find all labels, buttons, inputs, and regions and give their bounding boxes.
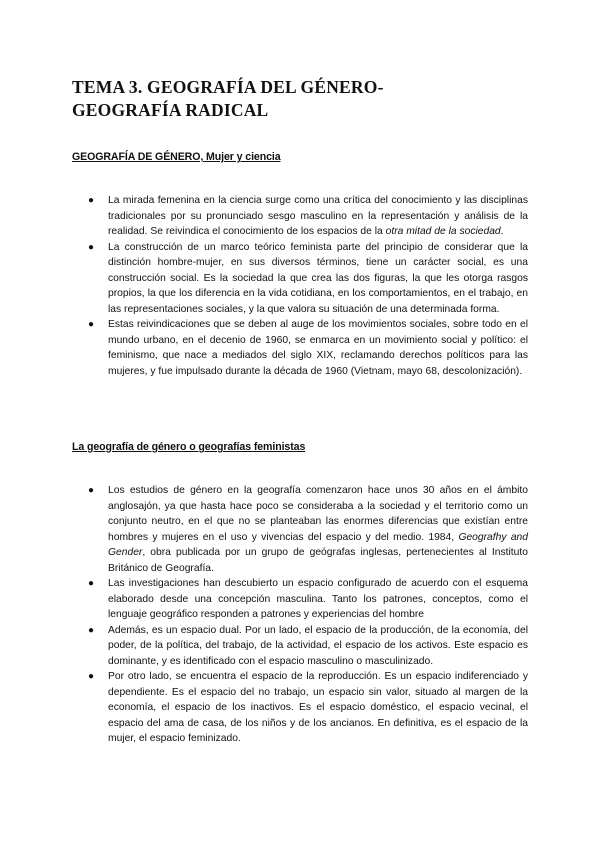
list-item-text: La construcción de un marco teórico feminista parte del principio de considerar que la distinción hombre-mujer, en sus diversos términos, tiene un carácter social, es una construcción social. Es la sociedad la que crea las dos figuras, la que les otorga rasgos propios, la que los diferencia en la vida cotidiana, en los comportamientos, en el trabajo, en las representaciones sociales, y la que valora su situación de una determinada forma. <box>108 241 528 315</box>
bullet-icon: ● <box>88 319 95 330</box>
section-heading-mujer-y-ciencia: GEOGRAFÍA DE GÉNERO, Mujer y ciencia <box>72 151 281 163</box>
list-item-italic: otra mitad de la sociedad <box>385 226 501 237</box>
list-item <box>72 669 528 747</box>
title-line-1: TEMA 3. GEOGRAFÍA DEL GÉNERO- <box>72 77 384 97</box>
bullet-icon: ● <box>88 241 95 253</box>
section-heading-geografias-feministas: La geografía de género o geografías feministas <box>72 441 306 453</box>
bullet-icon: ● <box>88 624 95 636</box>
title-line-2: GEOGRAFÍA RADICAL <box>72 100 269 120</box>
bullet-icon: ● <box>88 578 95 589</box>
page-title <box>72 76 542 122</box>
list-item-text-end: . <box>500 226 504 237</box>
list-item-text: Las investigaciones han descubierto un espacio configurado de acuerdo con el esquema elaborado desde una concepción masculina. Tanto los patrones, conceptos, como el lenguaje geográfico responden a patrones y experiencias del hombre <box>108 578 528 620</box>
list-item-text: Además, es un espacio dual. Por un lado, el espacio de la producción, de la economía, del poder, de la política, del trabajo, de la actividad, el espacio de los activos. Este espacio es dominante, y es identificado con el espacio masculino o masculinizado. <box>108 624 528 667</box>
list-item <box>72 576 528 623</box>
list-item <box>72 317 528 379</box>
bullet-icon: ● <box>88 485 95 496</box>
bullet-list-mujer-y-ciencia <box>72 193 528 379</box>
list-item <box>72 240 528 318</box>
list-item-text-end: , obra publicada por un grupo de geógrafas inglesas, pertenecientes al Instituto Británico de Geografía. <box>108 547 528 574</box>
list-item-text: Por otro lado, se encuentra el espacio de la reproducción. Es un espacio indiferenciado y dependiente. Es el espacio del no trabajo, un espacio sin valor, situado al margen de la economía, el espacio de los inactivos. Es el espacio doméstico, el espacio vecinal, el espacio del ama de casa, de los niños y de los ancianos. En definitiva, es el espacio de la mujer, el espacio feminizado. <box>108 671 528 744</box>
list-item <box>72 193 528 240</box>
list-item-text: Estas reivindicaciones que se deben al auge de los movimientos sociales, sobre todo en el mundo urbano, en el decenio de 1960, se enmarca en un movimiento social y político: el feminismo, que nace a mediados del siglo XIX, reclamando derechos políticos para las mujeres, y fue impulsado durante la década de 1960 (Vietnam, mayo 68, descolonización). <box>108 319 528 377</box>
list-item-text: Los estudios de género en la geografía comenzaron hace unos 30 años en el ámbito anglosajón, ya que hasta hace poco se consideraba a la sociedad y el territorio como un conjunto neutro, en el que no se planteaban las enormes diferencias que existían entre hombres y mujeres en el uso y vivencias del espacio y del medio. 1984, <box>108 485 528 543</box>
list-item-italic: Geografhy and Gender <box>108 531 529 558</box>
bullet-icon: ● <box>88 195 95 206</box>
bullet-list-geografias-feministas <box>72 483 528 747</box>
list-item <box>72 623 528 670</box>
list-item-text: La mirada femenina en la ciencia surge como una crítica del conocimiento y las disciplinas tradicionales por su pronunciado sesgo masculino en la representación y análisis de la realidad. Se reivindica el conocimiento de los espacios de la <box>108 195 528 237</box>
bullet-icon: ● <box>88 671 95 682</box>
list-item <box>72 483 528 576</box>
